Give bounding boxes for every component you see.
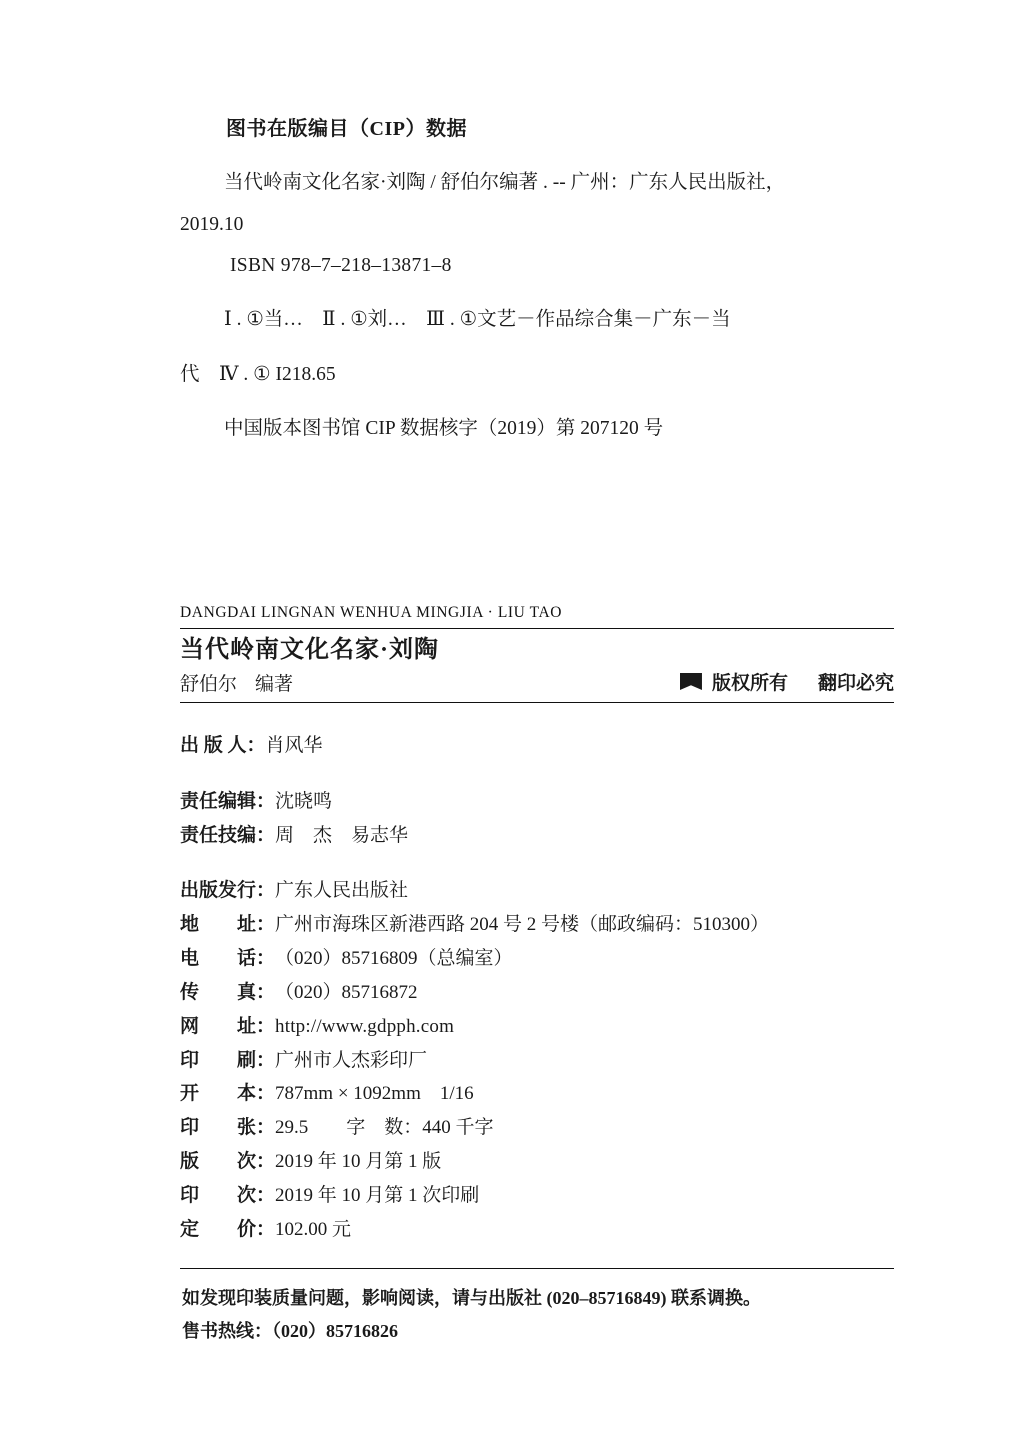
tech-editor-row bbox=[180, 819, 894, 853]
colophon-row-label: 网 址： bbox=[180, 1015, 276, 1037]
colophon-row bbox=[180, 1213, 894, 1247]
divider-bottom bbox=[180, 1268, 894, 1269]
tech-editor-value: 周 杰 易志华 bbox=[275, 824, 409, 846]
copyright-text-1: 版权所有 bbox=[711, 673, 788, 694]
colophon-row bbox=[180, 908, 894, 942]
copyright-text-2: 翻印必究 bbox=[817, 673, 894, 694]
book-title: 当代岭南文化名家·刘陶 bbox=[180, 637, 440, 663]
website-value[interactable]: http://www.gdpph.com bbox=[275, 1015, 455, 1037]
colophon-row-value: 广州市海珠区新港西路 204 号 2 号楼（邮政编码：510300） bbox=[275, 914, 770, 936]
colophon-row-value: 广东人民出版社 bbox=[275, 880, 409, 902]
colophon-row bbox=[180, 1077, 894, 1111]
author-info bbox=[180, 669, 293, 696]
cip-classification-line-2: 代 Ⅳ . ① I218.65 bbox=[180, 364, 336, 386]
copyright-notice bbox=[680, 668, 894, 695]
author-role: 编著 bbox=[255, 674, 294, 695]
colophon-row-label: 出版发行： bbox=[180, 880, 276, 902]
colophon-row-label: 版 次： bbox=[180, 1150, 276, 1172]
colophon-row bbox=[180, 976, 894, 1010]
cip-entry-line-1: 当代岭南文化名家·刘陶 / 舒伯尔编著 . -- 广州：广东人民出版社， bbox=[224, 172, 786, 193]
colophon-row-value: （020）85716872 bbox=[275, 981, 418, 1003]
colophon-row-label: 印 刷： bbox=[180, 1049, 276, 1071]
tech-editor-label: 责任技编： bbox=[180, 824, 276, 846]
colophon-row bbox=[180, 1010, 894, 1044]
publisher-row bbox=[180, 729, 894, 763]
publisher-label: 出 版 人： bbox=[180, 735, 266, 756]
colophon-row bbox=[180, 1111, 894, 1145]
pinyin-title: DANGDAI LINGNAN WENHUA MINGJIA · LIU TAO bbox=[180, 604, 563, 621]
colophon-row-value: 787mm × 1092mm 1/16 bbox=[275, 1083, 474, 1105]
colophon-row-label: 定 价： bbox=[180, 1218, 276, 1240]
editor-label: 责任编辑： bbox=[180, 790, 276, 812]
sales-hotline: 售书热线：（020）85716826 bbox=[182, 1320, 398, 1341]
cip-entry-line-2: 2019.10 bbox=[180, 213, 244, 235]
quality-note: 如发现印装质量问题，影响阅读，请与出版社 (020–85716849) 联系调换。 bbox=[182, 1288, 761, 1309]
bookmark-icon bbox=[680, 673, 702, 690]
cip-isbn: ISBN 978–7–218–13871–8 bbox=[230, 255, 452, 277]
cip-heading: 图书在版编目（CIP）数据 bbox=[226, 118, 467, 140]
colophon-row-label: 传 真： bbox=[180, 981, 276, 1003]
author-row bbox=[180, 668, 894, 696]
colophon-row-label: 印 张： bbox=[180, 1117, 276, 1139]
colophon-row bbox=[180, 1179, 894, 1213]
colophon-row-value: 102.00 元 bbox=[275, 1218, 352, 1240]
colophon-row-value: 29.5 字 数：440 千字 bbox=[275, 1117, 494, 1139]
colophon-row-label: 印 次： bbox=[180, 1184, 276, 1206]
colophon-row-label: 地 址： bbox=[180, 914, 276, 936]
cip-block bbox=[180, 112, 900, 444]
colophon-row-value: 2019 年 10 月第 1 次印刷 bbox=[275, 1184, 480, 1206]
editor-row bbox=[180, 785, 894, 819]
colophon-row-label: 电 话： bbox=[180, 948, 276, 970]
publisher-value: 肖风华 bbox=[265, 735, 323, 756]
editor-value: 沈晓鸣 bbox=[275, 790, 333, 812]
author-name: 舒伯尔 bbox=[180, 674, 238, 695]
colophon-row bbox=[180, 1044, 894, 1078]
colophon-row-label: 开 本： bbox=[180, 1083, 276, 1105]
colophon-row bbox=[180, 942, 894, 976]
colophon-row-value: 2019 年 10 月第 1 版 bbox=[275, 1150, 442, 1172]
colophon-row-value: （020）85716809（总编室） bbox=[275, 948, 513, 970]
colophon-row bbox=[180, 874, 894, 908]
cip-classification-line-1: Ⅰ . ①当… Ⅱ . ①刘… Ⅲ . ①文艺－作品综合集－广东－当 bbox=[224, 308, 731, 330]
divider-bottom-wrap bbox=[180, 1268, 894, 1269]
colophon-row-value: 广州市人杰彩印厂 bbox=[275, 1049, 428, 1071]
colophon-block bbox=[180, 604, 894, 1347]
colophon-row bbox=[180, 1145, 894, 1179]
cip-archive-number: 中国版本图书馆 CIP 数据核字（2019）第 207120 号 bbox=[224, 417, 664, 439]
